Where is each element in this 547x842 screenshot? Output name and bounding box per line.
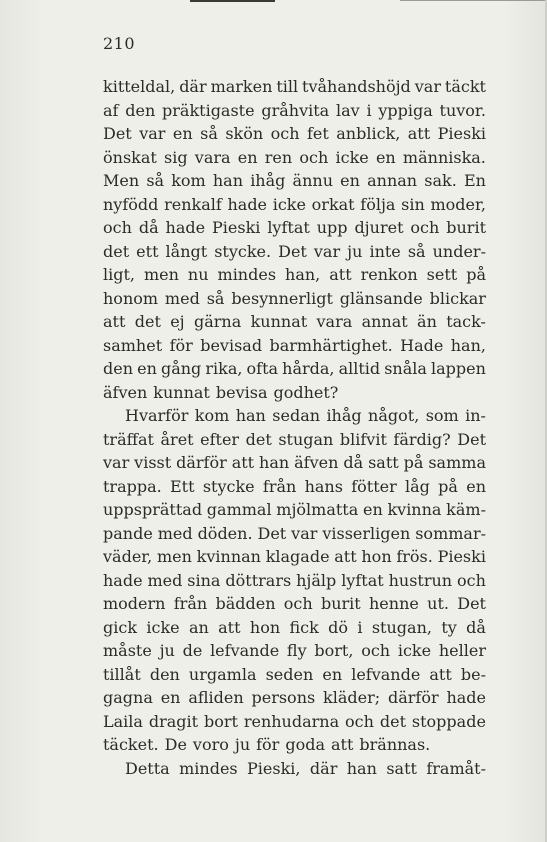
word: alltid	[338, 359, 381, 378]
text-line	[103, 146, 486, 170]
word: och	[270, 124, 300, 143]
word: det	[134, 312, 161, 331]
word: kunnat	[250, 312, 308, 331]
word: långt	[165, 241, 208, 261]
word: en	[172, 124, 193, 143]
word: döttrars	[225, 570, 292, 590]
word: gagna	[103, 688, 153, 707]
word: den	[149, 664, 180, 684]
text-line	[103, 545, 486, 569]
word: täckt	[444, 77, 486, 96]
word: pande	[103, 523, 153, 543]
word: på	[403, 453, 424, 472]
word: rika,	[205, 359, 243, 378]
word: burit	[446, 218, 486, 237]
text-line	[103, 99, 486, 123]
word: med	[157, 523, 193, 543]
word: så	[146, 171, 165, 190]
text-line	[103, 310, 486, 334]
word: då	[343, 453, 364, 472]
word: Det	[457, 594, 486, 613]
word: den	[125, 100, 156, 120]
word: gång	[160, 359, 202, 378]
word: annan	[367, 171, 418, 190]
word: framåt-	[426, 758, 486, 778]
text-line	[103, 592, 486, 616]
top-edge-mark	[190, 0, 275, 2]
word: brännas.	[359, 735, 431, 754]
word: ju	[234, 735, 251, 754]
text-line	[103, 122, 486, 146]
word: så	[200, 124, 218, 143]
word: hade	[227, 194, 268, 214]
word: tillåt	[103, 664, 141, 684]
word: Pieski	[437, 547, 486, 566]
word: så	[206, 288, 225, 308]
word: trappa.	[103, 476, 162, 496]
word: inte	[369, 241, 401, 261]
text-line	[103, 569, 486, 593]
word: stoppade	[411, 711, 486, 731]
word: till	[276, 77, 299, 96]
word: ut.	[427, 594, 449, 613]
word: för	[169, 335, 193, 355]
word: året	[160, 429, 194, 449]
word: fötter	[351, 476, 397, 496]
word: fly	[286, 641, 307, 660]
word: glänsande	[339, 288, 423, 308]
word: snåla	[384, 359, 427, 378]
text-line	[103, 639, 486, 663]
word: var	[139, 124, 166, 143]
word: hjälp	[296, 570, 337, 590]
word: tvåhandshöjd	[302, 77, 411, 96]
word: en	[466, 476, 486, 496]
word: kvinnan	[196, 547, 261, 566]
word: i	[357, 617, 363, 637]
word: då	[466, 617, 486, 637]
word: och	[283, 594, 313, 613]
word: och	[299, 147, 329, 167]
word: kom	[194, 406, 230, 425]
word: en	[375, 147, 396, 167]
word: det	[103, 241, 130, 261]
word: var	[103, 453, 130, 472]
word: han	[212, 171, 244, 190]
word: nu	[187, 265, 209, 284]
word: mindes	[179, 758, 238, 778]
word: ihåg	[250, 171, 286, 190]
word: gammal	[206, 500, 272, 519]
word: var	[313, 241, 341, 261]
word: satt	[368, 453, 399, 472]
word: in-	[465, 406, 486, 425]
word: visserligen	[322, 523, 411, 543]
word: icke	[272, 194, 306, 214]
word: en	[362, 500, 383, 519]
word: Detta	[125, 758, 170, 778]
word: hårda,	[282, 359, 335, 378]
word: Hvarför	[125, 406, 189, 425]
word: på	[438, 476, 458, 496]
word: af	[103, 100, 119, 120]
word: gick	[103, 617, 138, 637]
text-line	[103, 616, 486, 640]
text-line	[103, 169, 486, 193]
word: i	[366, 100, 372, 120]
word: lav	[335, 100, 360, 120]
text-line	[103, 75, 486, 99]
word: sedan	[272, 406, 321, 425]
word: samhet	[103, 335, 163, 355]
word: sommar-	[415, 523, 486, 543]
word: på	[466, 265, 486, 284]
word: barmhärtighet.	[269, 335, 393, 355]
word: han	[346, 758, 377, 778]
word: hustrun	[388, 570, 453, 590]
word: Pieski	[437, 124, 486, 143]
word: lefvande	[210, 641, 280, 660]
word: dö	[328, 617, 349, 637]
word: döden.	[197, 523, 253, 543]
word: låg	[405, 476, 430, 496]
word: hade	[165, 218, 206, 237]
word: Laila	[103, 711, 143, 731]
word: stugan,	[371, 617, 432, 637]
text-line	[103, 686, 486, 710]
text-line	[103, 733, 486, 757]
word: kom	[171, 171, 206, 190]
word: visst	[134, 453, 172, 472]
word: fick	[289, 617, 319, 637]
word: sig	[164, 147, 188, 167]
word: persons	[251, 688, 316, 707]
word: klagade	[265, 547, 330, 566]
word: En	[463, 171, 486, 190]
word: anblick,	[336, 124, 401, 143]
word: skön	[225, 124, 264, 143]
word: att	[330, 735, 354, 754]
word: icke	[335, 147, 369, 167]
word: Pieski	[212, 218, 261, 237]
word: frös.	[396, 547, 433, 566]
word: besynnerligt	[231, 288, 333, 308]
word: kläder;	[323, 688, 381, 707]
word: en	[237, 147, 258, 167]
word: och	[345, 711, 374, 731]
word: följa	[360, 194, 396, 214]
text-line	[103, 498, 486, 522]
word: vara	[316, 312, 353, 331]
word: Det	[257, 523, 287, 543]
word: att	[429, 664, 452, 684]
word: Pieski,	[247, 758, 301, 778]
text-line	[103, 216, 486, 240]
word: bort,	[314, 641, 354, 660]
word: präktigaste	[162, 100, 255, 120]
word: uppsprättad	[103, 500, 203, 519]
word: icke	[146, 617, 180, 637]
word: satt	[386, 758, 417, 778]
word: renkon	[360, 265, 418, 284]
word: annat	[361, 312, 408, 331]
word: måste	[103, 641, 152, 660]
text-line	[103, 757, 486, 781]
word: kvinna	[387, 500, 442, 519]
word: henne	[369, 594, 419, 613]
word: marken	[210, 77, 273, 96]
word: det	[379, 711, 406, 731]
word: att	[103, 312, 126, 331]
word: och	[410, 218, 440, 237]
word: stycke.	[214, 241, 272, 261]
word: ren	[264, 147, 293, 167]
word: där	[179, 77, 207, 96]
word: gråhvita	[261, 100, 330, 120]
word: att	[407, 124, 431, 143]
word: urgamla	[188, 664, 257, 684]
word: kitteldal,	[103, 77, 176, 96]
text-line	[103, 404, 486, 428]
text-line	[103, 193, 486, 217]
word: med	[164, 288, 200, 308]
word: än	[417, 312, 437, 331]
word: från	[262, 476, 297, 496]
word: från	[173, 594, 208, 613]
word: han,	[450, 335, 486, 355]
page-number: 210	[103, 34, 136, 53]
word: därför	[176, 453, 227, 472]
word: bevisa	[215, 382, 268, 402]
word: orkat	[311, 194, 355, 214]
word: ligt,	[103, 265, 135, 284]
word: att	[329, 265, 352, 284]
word: något,	[368, 406, 420, 425]
word: var	[291, 523, 318, 543]
text-line	[103, 522, 486, 546]
text-line	[103, 381, 486, 405]
word: burit	[320, 594, 361, 613]
word: han,	[285, 265, 321, 284]
word: vara	[194, 147, 231, 167]
word: käm-	[446, 500, 486, 519]
body-text	[103, 75, 486, 780]
word: be-	[460, 664, 486, 684]
word: Det	[103, 124, 132, 143]
word: då	[138, 218, 159, 237]
word: det	[245, 429, 272, 449]
word: hon	[249, 617, 281, 637]
word: sin	[401, 194, 425, 214]
word: Men	[103, 171, 140, 190]
text-line	[103, 334, 486, 358]
word: en	[160, 688, 181, 707]
word: ihåg	[326, 406, 362, 425]
word: lappen	[431, 359, 486, 378]
word: en	[340, 171, 360, 190]
word: dragit	[148, 711, 199, 731]
word: goda	[285, 735, 325, 754]
text-line	[103, 357, 486, 381]
word: ju	[159, 641, 175, 660]
word: sett	[426, 265, 458, 284]
word: nyfödd	[103, 194, 159, 214]
word: ett	[136, 241, 159, 261]
word: de	[182, 641, 203, 660]
word: han	[235, 406, 266, 425]
text-line	[103, 428, 486, 452]
word: stycke	[202, 476, 255, 496]
word: som	[425, 406, 459, 425]
text-line	[103, 287, 486, 311]
text-line	[103, 710, 486, 734]
word: mindes	[217, 265, 277, 284]
word: djuret	[354, 218, 404, 237]
word: samma	[428, 453, 486, 472]
word: tack-	[446, 312, 486, 331]
word: sak.	[424, 171, 457, 190]
word: renhudarna	[243, 711, 340, 731]
word: efter	[200, 429, 240, 449]
word: moder,	[430, 194, 486, 214]
word: en	[322, 664, 343, 684]
word: träffat	[103, 429, 154, 449]
word: honom	[103, 288, 159, 308]
word: under-	[432, 241, 486, 261]
word: hans	[304, 476, 343, 496]
word: ofta	[246, 359, 279, 378]
word: ju	[347, 241, 363, 261]
word: yppiga	[378, 100, 433, 120]
word: sina	[187, 570, 221, 590]
word: ej	[170, 312, 185, 331]
text-line	[103, 663, 486, 687]
word: äfven	[294, 453, 339, 472]
word: väder,	[103, 547, 153, 566]
word: modern	[103, 594, 166, 613]
word: därför	[387, 688, 439, 707]
text-line	[103, 240, 486, 264]
word: bort	[203, 711, 238, 731]
word: och	[103, 218, 132, 237]
word: Hade	[400, 335, 444, 355]
word: täcket.	[103, 735, 159, 754]
word: med	[147, 570, 183, 590]
word: Det	[278, 241, 307, 261]
word: färdig?	[393, 429, 451, 449]
text-line	[103, 475, 486, 499]
word: lefvande	[351, 664, 421, 684]
word: lyftat	[341, 570, 384, 590]
word: tuvor.	[439, 100, 486, 120]
word: bevisad	[200, 335, 263, 355]
word: upp	[316, 218, 348, 237]
word: där	[309, 758, 338, 778]
word: för	[256, 735, 280, 754]
word: voro	[192, 735, 229, 754]
word: renkalf	[164, 194, 222, 214]
word: lyftat	[267, 218, 310, 237]
word: önskat	[103, 147, 157, 167]
word: människa.	[402, 147, 486, 167]
word: afliden	[188, 688, 244, 707]
word: kunnat	[153, 382, 210, 402]
word: var	[414, 77, 441, 96]
word: blickar	[429, 288, 486, 308]
word: men	[143, 265, 179, 284]
top-edge-line	[400, 0, 547, 1]
word: att	[218, 617, 241, 637]
text-line	[103, 263, 486, 287]
word: att	[334, 547, 357, 566]
word: äfven	[103, 382, 148, 402]
word: godhet?	[273, 382, 339, 402]
word: och	[361, 641, 391, 660]
word: De	[164, 735, 187, 754]
word: Det	[457, 429, 486, 449]
word: en	[137, 359, 157, 378]
word: hade	[103, 570, 143, 590]
word: Ett	[170, 476, 195, 496]
word: stugan	[278, 429, 334, 449]
word: men	[156, 547, 192, 566]
word: och	[457, 570, 486, 590]
word: hon	[361, 547, 392, 566]
word: seden	[265, 664, 314, 684]
word: heller	[438, 641, 486, 660]
word: han	[259, 453, 290, 472]
word: blifvit	[339, 429, 387, 449]
word: mjölmatta	[276, 500, 359, 519]
word: bädden	[215, 594, 276, 613]
word: an	[188, 617, 209, 637]
word: ännu	[292, 171, 333, 190]
word: den	[103, 359, 134, 378]
word: icke	[397, 641, 432, 660]
word: gärna	[193, 312, 242, 331]
word: så	[407, 241, 426, 261]
text-line	[103, 451, 486, 475]
word: fet	[306, 124, 329, 143]
word: hade	[446, 688, 486, 707]
word: att	[231, 453, 255, 472]
word: ty	[441, 617, 457, 637]
